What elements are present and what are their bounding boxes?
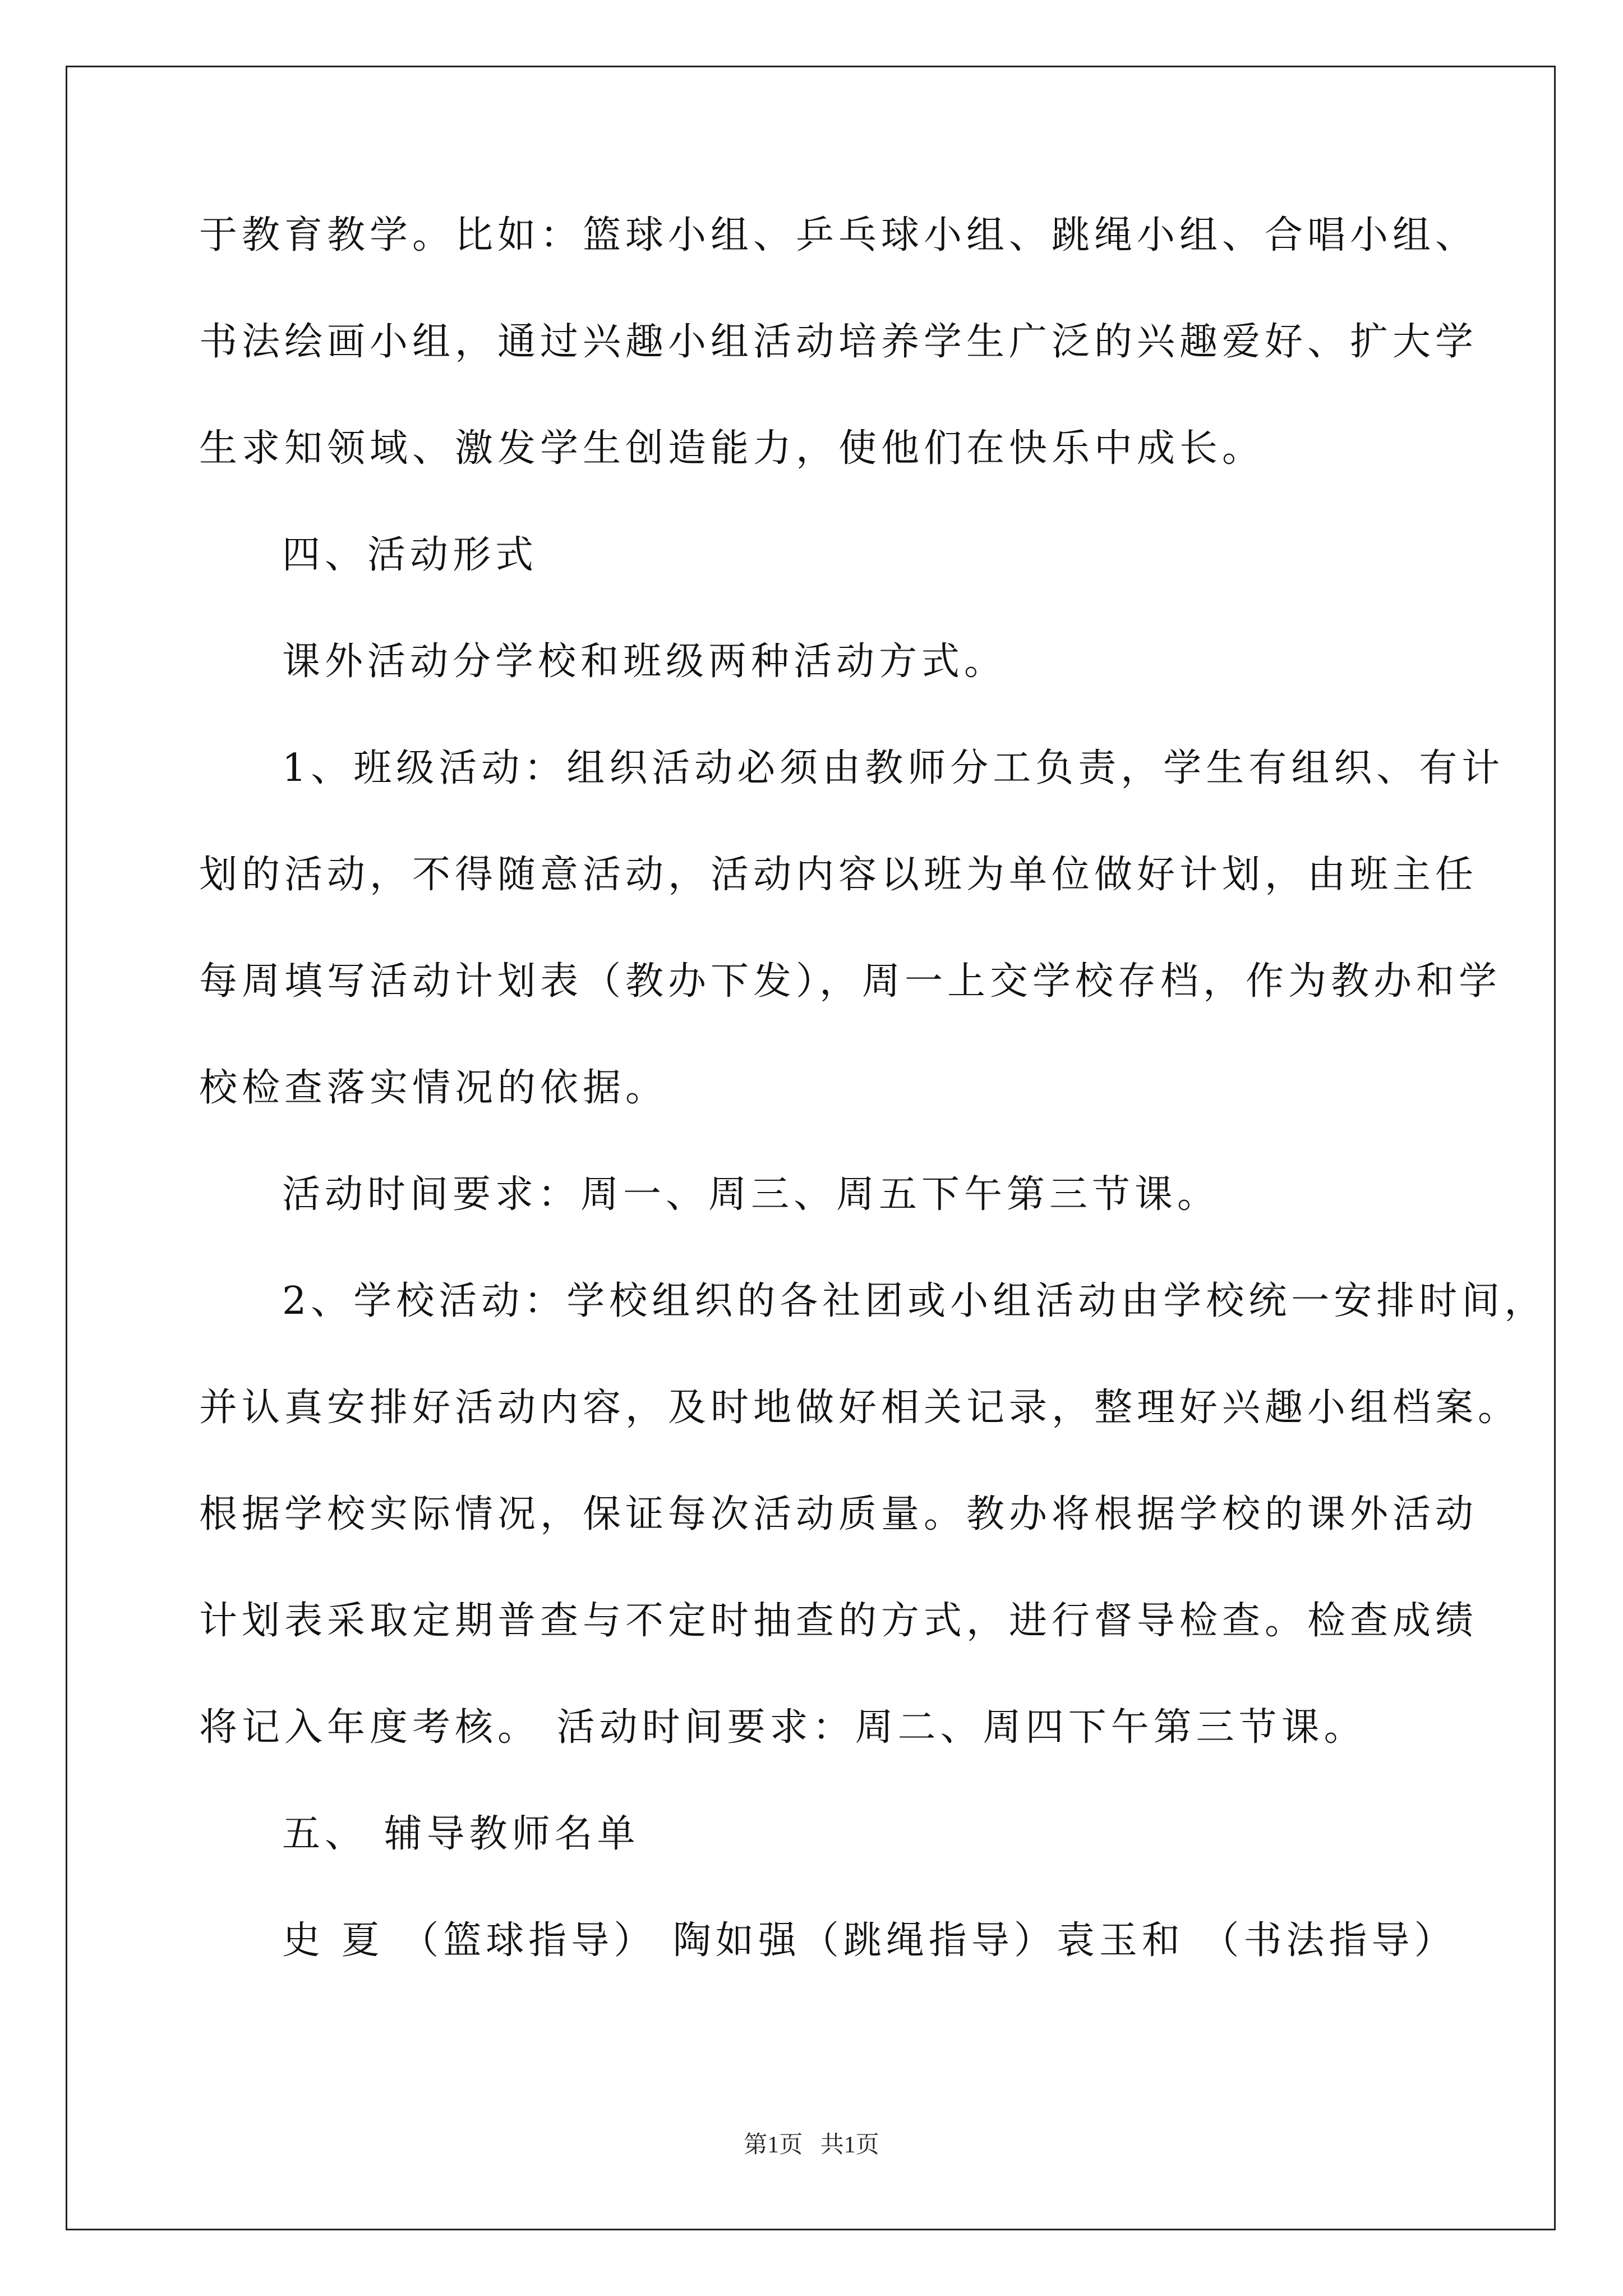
teacher-list: 史 夏 （篮球指导） 陶如强（跳绳指导）袁玉和 （书法指导） [282, 1918, 1457, 1963]
section-heading: 四、活动形式 [282, 533, 538, 577]
paragraph-line: 校检查落实情况的依据。 [199, 1066, 668, 1110]
paragraph-line: 计划表采取定期普查与不定时抽查的方式，进行督导检查。检查成绩 [199, 1599, 1478, 1643]
paragraph-line: 于教育教学。比如：篮球小组、乒乓球小组、跳绳小组、合唱小组、 [199, 213, 1478, 257]
paragraph-line: 书法绘画小组，通过兴趣小组活动培养学生广泛的兴趣爱好、扩大学 [199, 320, 1478, 364]
paragraph-line: 每周填写活动计划表（教办下发），周一上交学校存档，作为教办和学 [199, 959, 1502, 1004]
paragraph-line: 根据学校实际情况，保证每次活动质量。教办将根据学校的课外活动 [199, 1492, 1478, 1536]
paragraph-line: 1、班级活动：组织活动必须由教师分工负责，学生有组织、有计 [282, 746, 1505, 790]
paragraph-line: 课外活动分学校和班级两种活动方式。 [282, 639, 1007, 684]
paragraph-line: 将记入年度考核。 活动时间要求：周二、周四下午第三节课。 [199, 1705, 1367, 1750]
paragraph-line: 2、学校活动：学校组织的各社团或小组活动由学校统一安排时间， [282, 1279, 1547, 1323]
paragraph-line: 生求知领域、激发学生创造能力，使他们在快乐中成长。 [199, 426, 1265, 471]
paragraph-line: 划的活动，不得随意活动，活动内容以班为单位做好计划，由班主任 [199, 853, 1478, 897]
paragraph-line: 并认真安排好活动内容，及时地做好相关记录，整理好兴趣小组档案。 [199, 1386, 1521, 1430]
section-heading: 五、 辅导教师名单 [282, 1812, 640, 1856]
paragraph-line: 活动时间要求：周一、周三、周五下午第三节课。 [282, 1172, 1220, 1217]
page-number-footer: 第1页 共1页 [744, 2132, 879, 2158]
document-body [199, 205, 1547, 2017]
